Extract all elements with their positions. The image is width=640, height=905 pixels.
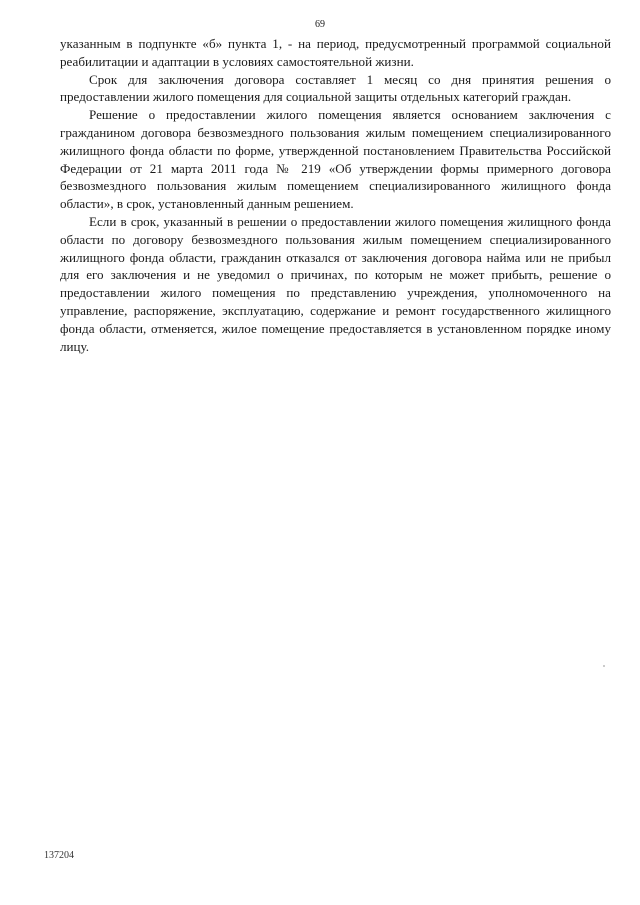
paragraph-decision-cancellation: Если в срок, указанный в решении о предоставлении жилого помещения жилищного фонда области по договору безвозмездного пользования жилым помещением специализированного жилищного фонда области, гражданин отказался от заключения договора найма или не прибыл для его заключения и не уведомил о причинах, по которым не может прибыть, решение о предоставлении жилого помещения по представлению учреждения, уполномоченного на управление, распоряжение, эксплуатацию, содержание и ремонт государственного жилищного фонда области, отменяется, жилое помещение предоставляется в установленном порядке иному лицу. (60, 213, 611, 354)
paragraph-decision-basis: Решение о предоставлении жилого помещения является основанием заключения с гражданином договора безвозмездного пользования жилым помещением специализированного жилищного фонда области по форме, утвержденной постановлением Правительства Российской Федерации от 21 марта 2011 года № 219 «Об утверждении формы примерного договора безвозмездного пользования жилым помещением специализированного жилищного фонда области», в срок, установленный данным решением. (60, 107, 611, 212)
document-footer-code: 137204 (44, 850, 74, 861)
paragraph-continuation: указанным в подпункте «б» пункта 1, - на период, предусмотренный программой социальной реабилитации и адаптации в условиях самостоятельной жизни. (60, 36, 611, 69)
page-number: 69 (315, 19, 325, 30)
scan-speck (603, 665, 605, 667)
document-body (60, 35, 611, 355)
paragraph-contract-deadline: Срок для заключения договора составляет 1 месяц со дня принятия решения о предоставлении жилого помещения для социальной защиты отдельных категорий граждан. (60, 71, 611, 105)
